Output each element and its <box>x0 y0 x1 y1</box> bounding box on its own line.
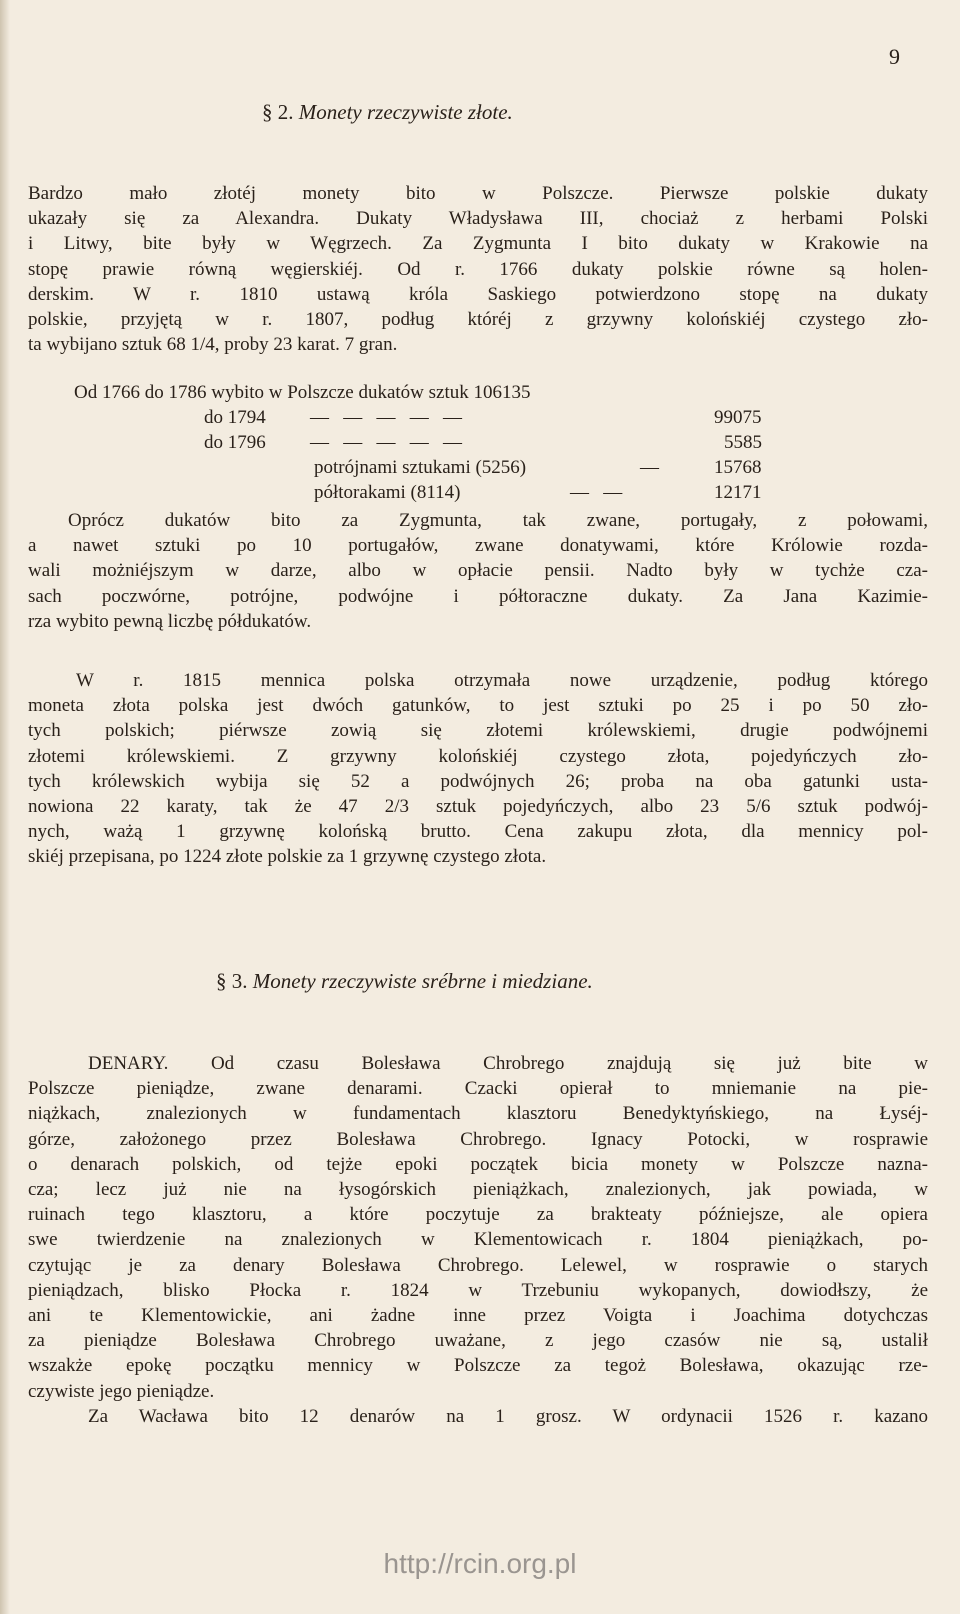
table-row-2-label: do 1794 <box>204 407 266 428</box>
paragraph-3 <box>28 668 928 870</box>
text-line: niążkach, znalezionych w fundamentach klasztoru Benedyktyńskiego, na Łyséj- <box>28 1103 928 1125</box>
table-row-5-value: 12171 <box>714 482 762 503</box>
table-row-4-value: 15768 <box>714 457 762 478</box>
text-line: za pieniądze Bolesława Chrobrego uważane, z jego czasów nie są, ustalił <box>28 1330 928 1352</box>
paragraph-5 <box>28 1404 928 1429</box>
text-line: DENARY. Od czasu Bolesława Chrobrego znajdują się już bite w <box>88 1053 928 1074</box>
text-line: W r. 1815 mennica polska otrzymała nowe urządzenie, podług którego <box>76 670 928 691</box>
section-title: Monety rzeczywiste złote. <box>298 100 513 124</box>
page-number: 9 <box>889 44 900 69</box>
text-line: wszakże epokę początku mennicy w Polszcze za tegoż Bolesława, okazując rze- <box>28 1355 928 1377</box>
text-line: ukazały się za Alexandra. Dukaty Władysława III, chociaż z herbami Polski <box>28 208 928 230</box>
table-row-2-dashes: — — — — — <box>310 407 462 428</box>
text-line: derskim. W r. 1810 ustawą króla Saskiego potwierdzono stopę na dukaty <box>28 283 928 305</box>
section-symbol: § 3. <box>216 969 248 993</box>
text-line: ani te Klementowickie, ani żadne inne przez Voigta i Joachima dotychczas <box>28 1305 928 1327</box>
text-line: złotemi królewskiemi. Z grzywny kolońskiéj czystego złota, pojedyńczych zło- <box>28 745 928 767</box>
text-line: Za Wacława bito 12 denarów na 1 grosz. W ordynacii 1526 r. kazano <box>88 1406 928 1427</box>
text-line: górze, założonego przez Bolesława Chrobrego. Ignacy Potocki, w rosprawie <box>28 1128 928 1150</box>
text-line: Bardzo mało złotéj monety bito w Polszcze. Pierwsze polskie dukaty <box>28 183 928 204</box>
paragraph-1 <box>28 181 928 357</box>
text-line: stopę prawie równą węgierskiéj. Od r. 1766 dukaty polskie równe są holen- <box>28 258 928 280</box>
paragraph-2 <box>28 508 928 634</box>
table-row-3-dashes: — — — — — <box>310 432 462 453</box>
text-line: rza wybito pewną liczbę półdukatów. <box>28 610 312 632</box>
text-line: moneta złota polska jest dwóch gatunków, to jest sztuki po 25 i po 50 zło- <box>28 695 928 717</box>
text-line: czywiste jego pieniądze. <box>28 1380 215 1402</box>
text-line: skiéj przepisana, po 1224 złote polskie za 1 grzywnę czystego złota. <box>28 846 547 868</box>
text-line: nowiona 22 karaty, tak że 47 2/3 sztuk pojedyńczych, albo 23 5/6 sztuk podwój- <box>28 796 928 818</box>
text-line: czytując je za denary Bolesława Chrobrego. Lelewel, w rosprawie o starych <box>28 1254 928 1276</box>
text-line: wali możniéjszym w darze, albo w opłacie pensii. Nadto były w tychże cza- <box>28 560 928 582</box>
table-row-5-dash: — — <box>570 482 623 503</box>
text-line: polskie, przyjętą w r. 1807, podług któréj z grzywny kolońskiéj czystego zło- <box>28 309 928 331</box>
text-line: Oprócz dukatów bito za Zygmunta, tak zwane, portugały, z połowami, <box>68 510 928 531</box>
table-row-4-label: potrójnami sztukami (5256) <box>314 457 527 478</box>
table-row-3-value: 5585 <box>724 432 762 453</box>
section-title: Monety rzeczywiste srébrne i miedziane. <box>252 969 593 993</box>
text-line: sach poczwórne, potrójne, podwójne i półtoraczne dukaty. Za Jana Kazimie- <box>28 585 928 607</box>
section-2-heading <box>262 100 513 125</box>
text-line: o denarach polskich, od tejże epoki początek bicia monety w Polszcze nazna- <box>28 1153 928 1175</box>
text-line: i Litwy, bite były w Węgrzech. Za Zygmunta I bito dukaty w Krakowie na <box>28 233 928 255</box>
text-line: tych królewskich wybija się 52 a podwójnych 26; proba na oba gatunki usta- <box>28 770 928 792</box>
text-line: ta wybijano sztuk 68 1/4, proby 23 karat. 7 gran. <box>28 334 398 356</box>
section-symbol: § 2. <box>262 100 294 124</box>
paragraph-4 <box>28 1051 928 1404</box>
text-line: pieniądzach, blisko Płocka r. 1824 w Trzebuniu wykopanych, dowiodłszy, że <box>28 1279 928 1301</box>
table-row-5-label: półtorakami (8114) <box>314 482 461 503</box>
text-line: swe twierdzenie na znalezionych w Klementowicach r. 1804 pieniążkach, po- <box>28 1229 928 1251</box>
table-row-1: Od 1766 do 1786 wybito w Polszcze dukatów sztuk 106135 <box>74 382 531 403</box>
page-edge-shadow <box>0 0 10 1614</box>
text-line: Polszcze pieniądze, zwane denarami. Czacki opierał to mniemanie na pie- <box>28 1078 928 1100</box>
text-line: cza; lecz już nie na łysogórskich pieniążkach, znalezionych, jak powiada, w <box>28 1179 928 1201</box>
table-row-3-label: do 1796 <box>204 432 266 453</box>
text-line: nych, ważą 1 grzywnę kolońską brutto. Cena zakupu złota, dla mennicy pol- <box>28 821 928 843</box>
text-line: a nawet sztuki po 10 portugałów, zwane donatywami, które Królowie rozda- <box>28 535 928 557</box>
footer-url: http://rcin.org.pl <box>383 1548 577 1579</box>
section-3-heading <box>216 969 593 994</box>
text-line: ruinach tego klasztoru, a które poczytuje za brakteaty późniejsze, ale opiera <box>28 1204 928 1226</box>
text-line: tych polskich; piérwsze zowią się złotemi królewskiemi, drugie podwójnemi <box>28 720 928 742</box>
table-row-4-dash: — <box>640 457 659 478</box>
table-row-2-value: 99075 <box>714 407 762 428</box>
